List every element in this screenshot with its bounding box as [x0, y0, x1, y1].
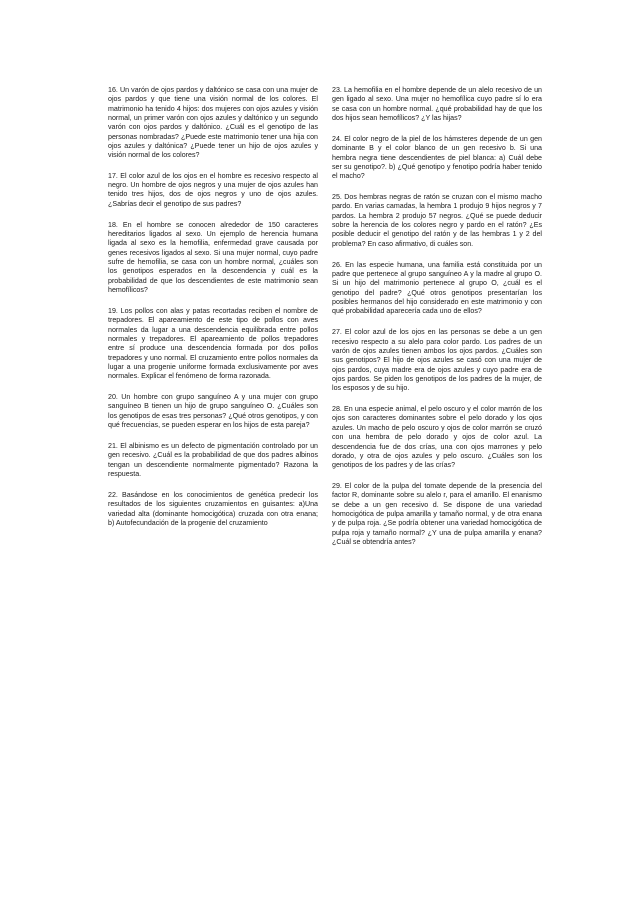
- problem-17: 17. El color azul de los ojos en el hombre es recesivo respecto al negro. Un hombre de ojos negros y una mujer de ojos azules han tenido tres hijos, dos de ojos negros y uno de ojos azules. ¿Sabrías decir el genotipo de sus padres?: [108, 171, 318, 208]
- problem-22: 22. Basándose en los conocimientos de genética predecir los resultados de los siguientes cruzamientos en guisantes: a)Una variedad alta (dominante homocigótica) cruzada con otra enana; b) Autofecundación de la progenie del cruzamiento: [108, 490, 318, 527]
- problem-19: 19. Los pollos con alas y patas recortadas reciben el nombre de trepadores. El apareamiento de este tipo de pollos con aves normales da lugar a una descendencia equilibrada entre pollos normales y trepadores. El apareamiento de pollos trepadores entre sí produce una descendencia formada por dos pollos trepadores y uno normal. El cruzamiento entre pollos normales da lugar a una progenie uniforme formada exclusivamente por aves normales. Explicar el fenómeno de forma razonada.: [108, 306, 318, 381]
- problem-18: 18. En el hombre se conocen alrededor de 150 caracteres hereditarios ligados al sexo. Un ejemplo de herencia humana ligada al sexo es la hemofilia, enfermedad grave causada por genes recesivos ligados al sexo. Si una mujer normal, cuyo padre sufre de hemofilia, se casa con un hombre normal, ¿cuáles son los genotipos esperados en la descendencia y cuál es la probabilidad de que los descendientes de este matrimonio sean hemofílicos?: [108, 220, 318, 295]
- problem-26: 26. En las especie humana, una familia está constituida por un padre que pertenece al grupo sanguíneo A y la madre al grupo O. Si un hijo del matrimonio pertenece al grupo O, ¿cuál es el genotipo del padre? ¿Qué otros genotipos presentarían los posibles hermanos del hijo considerado en este matrimonio y con qué probabilidad aparecería cada uno de ellos?: [332, 260, 542, 316]
- left-column: [108, 86, 318, 540]
- right-column: [332, 86, 542, 559]
- problem-29: 29. El color de la pulpa del tomate depende de la presencia del factor R, dominante sobre su alelo r, para el amarillo. El enanismo se debe a un gen recesivo d. Se dispone de una variedad homocigótica de pulpa amarilla y tamaño normal, y de otra enana y de pulpa roja. ¿Se podría obtener una variedad homocigótica de pulpa roja y tamaño normal? ¿Y una de pulpa amarilla y enana? ¿Cuál se obtendría antes?: [332, 482, 542, 547]
- problem-21: 21. El albinismo es un defecto de pigmentación controlado por un gen recesivo. ¿Cuál es la probabilidad de que dos padres albinos tengan un descendiente normalmente pigmentado? Razona la respuesta.: [108, 442, 318, 479]
- problem-28: 28. En una especie animal, el pelo oscuro y el color marrón de los ojos son caracteres dominantes sobre el pelo dorado y los ojos azules. Un macho de pelo oscuro y ojos de color marrón se cruzó con una hembra de pelo dorado y ojos de color azul. La descendencia fue de dos crías, una con ojos marrones y pelo dorado, y otra de ojos azules y pelo oscuro. ¿Cuáles son los genotipos de los padres y de las crías?: [332, 405, 542, 470]
- problem-16: 16. Un varón de ojos pardos y daltónico se casa con una mujer de ojos pardos y que tiene una visión normal de los colores. El matrimonio ha tenido 4 hijos: dos mujeres con ojos azules y visión normal, un primer varón con ojos azules y daltónico y un segundo varón con ojos pardos y daltónico. ¿Cuál es el genotipo de las personas nombradas? ¿Puede este matrimonio tener una hija con ojos azules y daltónica? ¿Puede tener un hijo de ojos azules y visión normal de los colores?: [108, 86, 318, 160]
- problem-25: 25. Dos hembras negras de ratón se cruzan con el mismo macho pardo. En varias camadas, la hembra 1 produjo 9 hijos negros y 7 pardos. La hembra 2 produjo 57 negros. ¿Qué se puede deducir sobre la herencia de los colores negro y pardo en el ratón? ¿Es posible deducir el genotipo del ratón y de las hembras 1 y 2 del problema? En caso afirmativo, di cuáles son.: [332, 193, 542, 248]
- problem-27: 27. El color azul de los ojos en las personas se debe a un gen recesivo respecto a su alelo para color pardo. Los padres de un varón de ojos azules tienen ambos los ojos pardos. ¿Cuáles son sus genotipos? El hijo de ojos azules se casó con una mujer de ojos pardos, cuya madre era de ojos azules y cuyo padre era de ojos pardos. Se piden los genotipos de los padres de la mujer, de los esposos y de su hijo.: [332, 328, 542, 393]
- problem-23: 23. La hemofilia en el hombre depende de un alelo recesivo de un gen ligado al sexo. Una mujer no hemofílica cuyo padre sí lo era se casa con un hombre normal. ¿qué probabilidad hay de que los dos hijos sean hemofílicos? ¿Y las hijas?: [332, 86, 542, 123]
- problem-24: 24. El color negro de la piel de los hámsteres depende de un gen dominante B y el color blanco de un gen recesivo b. Si una hembra negra tiene descendientes de piel blanca: a) Cuál debe ser su genotipo?. b) ¿Qué genotipo y fenotipo podría haber tenido el macho?: [332, 134, 542, 181]
- problem-20: 20. Un hombre con grupo sanguíneo A y una mujer con grupo sanguíneo B tienen un hijo de grupo sanguíneo O. ¿Cuáles son los genotipos de esas tres personas? ¿Qué otros genotipos, y con qué frecuencias, se pueden esperar en los hijos de esta pareja?: [108, 393, 318, 430]
